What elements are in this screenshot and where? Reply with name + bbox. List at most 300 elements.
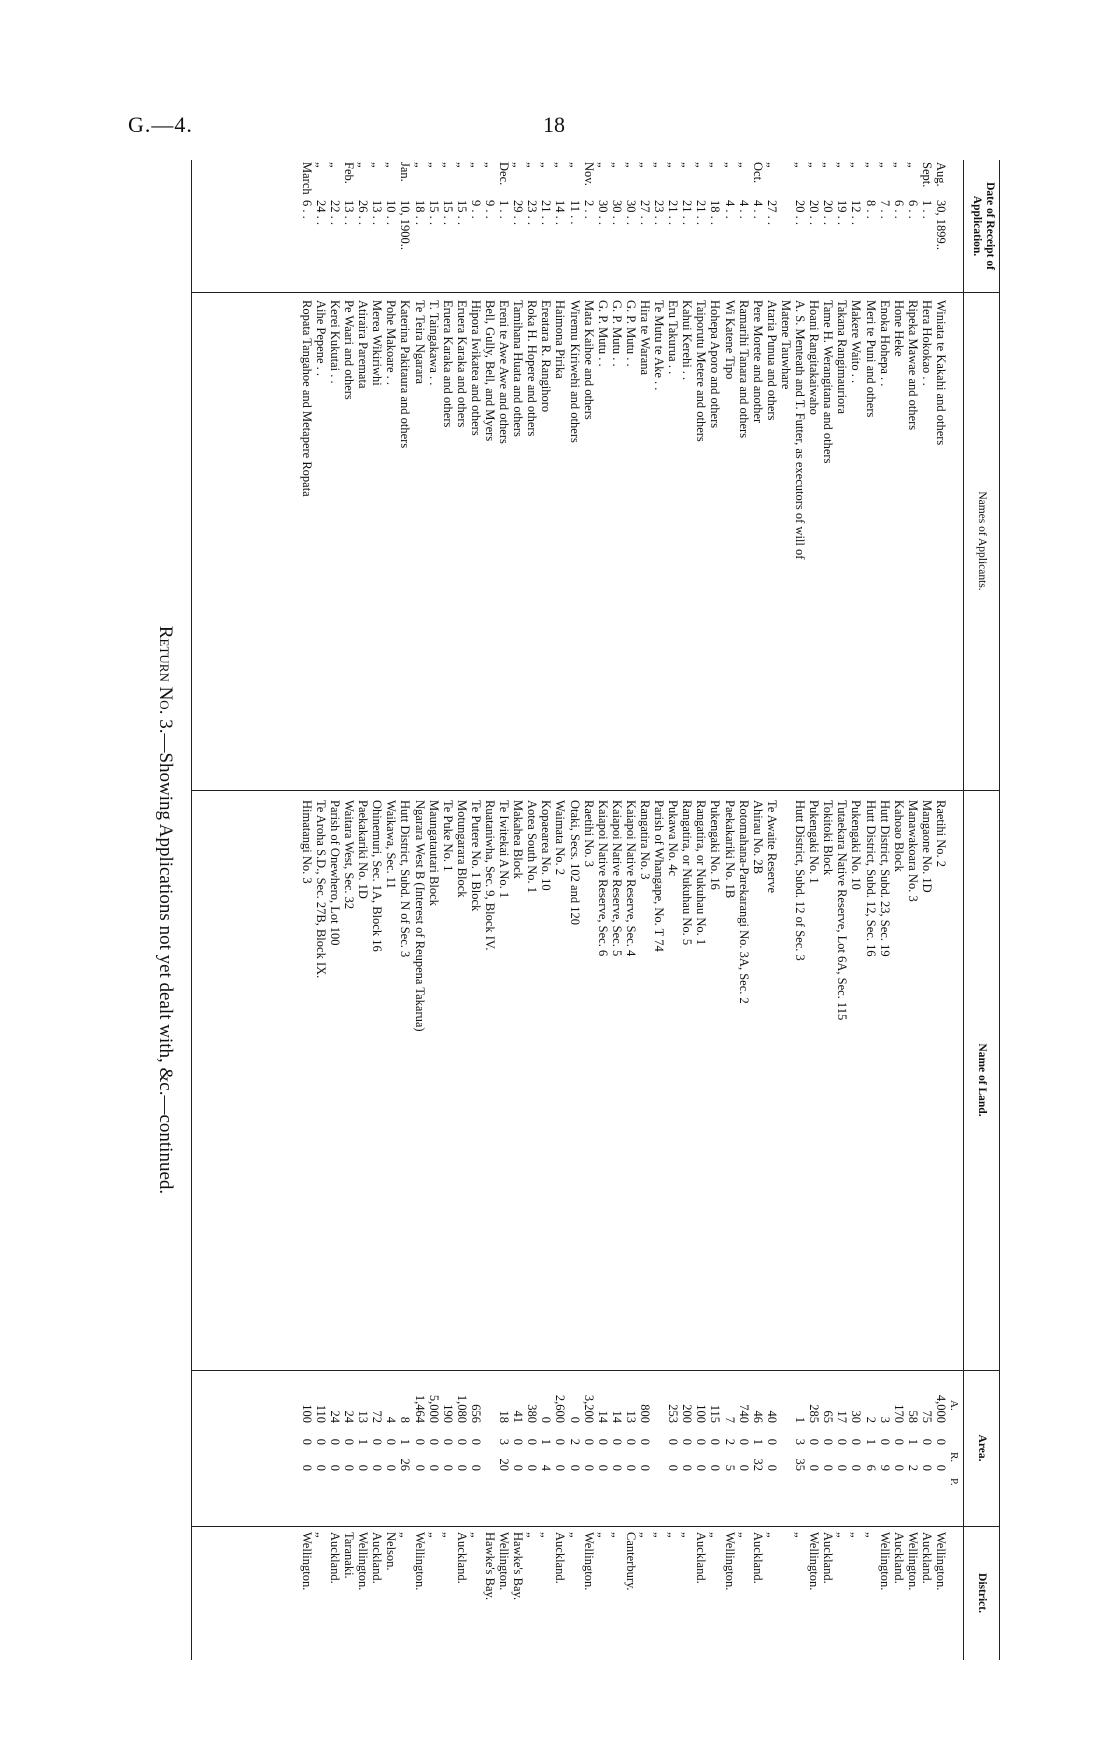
applicant-name: Wiremu Kiriwehi and others xyxy=(567,300,582,443)
area-perches: 20 xyxy=(497,1458,512,1471)
table-row xyxy=(863,160,877,1660)
area-acres: 3,200 xyxy=(581,1394,596,1423)
area-roods: 0 xyxy=(454,1438,469,1445)
area-acres: 100 xyxy=(694,1404,709,1423)
area-roods: 0 xyxy=(708,1438,723,1445)
area-acres: 190 xyxy=(440,1404,455,1423)
date-month: „ xyxy=(736,162,751,168)
date-day: 6 . . xyxy=(905,200,920,219)
table-row xyxy=(469,160,483,1660)
applicant-name: Bell, Gully, Bell, and Myers xyxy=(483,300,497,442)
area-acres: 200 xyxy=(680,1404,695,1423)
area-acres: 41 xyxy=(511,1410,526,1423)
area-roods: 1 xyxy=(905,1438,920,1445)
table-row xyxy=(567,160,581,1660)
table-row xyxy=(596,160,610,1660)
date-day: 27 . . xyxy=(638,200,653,225)
land-name: Hutt District, Subd. 12, Sec. 16 xyxy=(863,800,878,957)
applicant-name: Takana Rangimauriora xyxy=(835,300,850,415)
area-acres: 13 xyxy=(356,1410,371,1423)
date-month: „ xyxy=(722,162,737,168)
area-acres: 115 xyxy=(708,1404,723,1423)
area-perches: 0 xyxy=(567,1464,582,1471)
table-row xyxy=(398,160,412,1660)
applicant-name: Ereni te Awe Awe and others xyxy=(497,300,512,444)
date-day: 27 . . xyxy=(764,200,779,225)
area-cell xyxy=(694,1375,708,1525)
area-perches: 0 xyxy=(468,1464,483,1471)
land-name: Pukengaki No. 16 xyxy=(708,800,723,890)
applicant-name: G. P. Mutu . . xyxy=(609,300,624,367)
area-acres: 253 xyxy=(666,1404,681,1423)
district-name: „ xyxy=(793,1532,808,1538)
area-cell xyxy=(892,1375,906,1525)
date-day: 6 . . xyxy=(891,200,906,219)
district-name: „ xyxy=(708,1532,723,1538)
area-acres: 100 xyxy=(299,1404,314,1423)
area-perches: 0 xyxy=(934,1464,948,1471)
land-name: Ohinemuri, Sec. 1A, Block 16 xyxy=(370,800,385,952)
area-cell xyxy=(455,1375,469,1525)
land-name: Raetihi No. 2 xyxy=(934,800,948,868)
date-month: „ xyxy=(891,162,906,168)
area-roods: 1 xyxy=(539,1438,554,1445)
area-roods: 0 xyxy=(835,1438,850,1445)
district-name: Auckland. xyxy=(750,1532,765,1584)
area-roods: 0 xyxy=(638,1438,653,1445)
land-name: Hutt District, Subd. 12 of Sec. 3 xyxy=(793,800,808,961)
area-roods: 0 xyxy=(440,1438,455,1445)
area-acres: 2 xyxy=(863,1416,878,1423)
table-row xyxy=(314,160,328,1660)
area-cell xyxy=(666,1375,680,1525)
date-month: „ xyxy=(609,162,624,168)
unit-acres: A. xyxy=(948,1400,960,1411)
applicant-name: Roka H. Hopere and others xyxy=(525,300,540,437)
land-name: Te Iwitekai A No. 1 xyxy=(497,800,512,899)
area-cell xyxy=(849,1375,863,1525)
table-row xyxy=(427,160,441,1660)
land-name: Rangatira, or Nukuhau No. 5 xyxy=(680,800,695,946)
date-day: 1 . . xyxy=(497,200,512,219)
table-row xyxy=(539,160,553,1660)
land-name: Motungarara Block xyxy=(454,800,469,898)
date-month: „ xyxy=(370,162,385,168)
area-acres: 5,000 xyxy=(426,1394,441,1423)
date-month: „ xyxy=(694,162,709,168)
area-acres: 2,600 xyxy=(553,1394,568,1423)
area-roods: 0 xyxy=(384,1438,399,1445)
area-perches: 0 xyxy=(525,1464,540,1471)
area-cell xyxy=(934,1375,948,1525)
applicant-name: G. P. Mutu . . xyxy=(623,300,638,367)
district-name: Auckland. xyxy=(694,1532,709,1584)
table-row xyxy=(610,160,624,1660)
district-name: „ xyxy=(666,1532,681,1538)
area-perches: 0 xyxy=(736,1464,751,1471)
district-name: „ xyxy=(595,1532,610,1538)
district-name: Auckland. xyxy=(891,1532,906,1584)
area-roods: 0 xyxy=(426,1438,441,1445)
area-cell xyxy=(596,1375,610,1525)
area-cell xyxy=(539,1375,553,1525)
table-row xyxy=(666,160,680,1660)
district-name: Auckland. xyxy=(553,1532,568,1584)
land-name: Ngarara West B (Interest of Reupena Takarua) xyxy=(412,800,427,1032)
date-day: 13 . . xyxy=(342,200,357,225)
date-day: 12 . . xyxy=(849,200,864,225)
land-name: Te Aroha S.D., Sec. 27B, Block IX. xyxy=(313,800,328,979)
district-name: „ xyxy=(638,1532,653,1538)
area-acres: 1,464 xyxy=(412,1394,427,1423)
area-perches: 0 xyxy=(511,1464,526,1471)
district-name: Wellington. xyxy=(581,1532,596,1591)
date-day: 21 . . xyxy=(539,200,554,225)
land-name: Manawakoara No. 3 xyxy=(905,800,920,902)
area-roods: 0 xyxy=(327,1438,342,1445)
table-row xyxy=(483,160,497,1660)
date-month: „ xyxy=(454,162,469,168)
area-roods: 0 xyxy=(299,1438,314,1445)
col-header-applicants: Names of Applicants. xyxy=(976,491,988,591)
land-name: Maungatautari Block xyxy=(426,800,441,906)
area-acres: 1 xyxy=(793,1416,808,1423)
area-perches: 4 xyxy=(539,1464,554,1471)
table-row xyxy=(906,160,920,1660)
land-name: Te Awaite Reserve xyxy=(764,800,779,894)
land-name: Kaiapoi Native Reserve, Sec. 6 xyxy=(595,800,610,957)
applicant-name: Te Teira Ngarara xyxy=(412,300,427,385)
date-day: 4 . . xyxy=(722,200,737,219)
district-name: Hawke's Bay. xyxy=(483,1532,497,1601)
date-day: 8 . . xyxy=(863,200,878,219)
land-name: Waitara West, Sec. 32 xyxy=(342,800,357,910)
table-row xyxy=(497,160,511,1660)
area-perches: 6 xyxy=(863,1464,878,1471)
area-perches: 0 xyxy=(708,1464,723,1471)
area-cell xyxy=(582,1375,596,1525)
land-name: Mangaone No. 1D xyxy=(919,800,934,893)
area-cell xyxy=(553,1375,567,1525)
applicant-name: Ataria Punua and others xyxy=(764,300,779,421)
area-cell xyxy=(314,1375,328,1525)
area-cell xyxy=(384,1375,398,1525)
date-month: March xyxy=(299,162,314,195)
date-month: Sept. xyxy=(919,162,934,188)
applicant-name: Hone Heke xyxy=(891,300,906,357)
return-number: Return No. 3. xyxy=(155,625,176,734)
date-month: „ xyxy=(412,162,427,168)
date-day: 9 . . xyxy=(468,200,483,219)
area-acres: 0 xyxy=(539,1416,554,1423)
area-acres: 14 xyxy=(609,1410,624,1423)
table-row xyxy=(849,160,863,1660)
land-name: Hutt District, Subd. N of Sec. 3 xyxy=(398,800,413,958)
date-month: „ xyxy=(807,162,822,168)
area-roods: 0 xyxy=(511,1438,526,1445)
district-name: Wellington. xyxy=(905,1532,920,1591)
date-day: 7 . . xyxy=(877,200,892,219)
area-cell xyxy=(878,1375,892,1525)
applicant-name: Eruera Karaka and others xyxy=(454,300,469,428)
date-day: 26 . . xyxy=(356,200,371,225)
applicant-name: A. S. Menteath and T. Futter, as executors of will of xyxy=(793,300,808,560)
area-roods: 0 xyxy=(807,1438,822,1445)
land-name: Otaki, Secs. 102 and 120 xyxy=(567,800,582,925)
area-roods: 0 xyxy=(694,1438,709,1445)
date-month: „ xyxy=(440,162,455,168)
date-day: 30 . . xyxy=(623,200,638,225)
area-cell xyxy=(906,1375,920,1525)
area-cell xyxy=(342,1375,356,1525)
district-name: Taranaki. xyxy=(342,1532,357,1579)
area-perches: 0 xyxy=(666,1464,681,1471)
district-name: „ xyxy=(426,1532,441,1538)
rotated-table-sheet xyxy=(132,160,1000,1660)
date-month: „ xyxy=(567,162,582,168)
date-day: 20 . . xyxy=(807,200,822,225)
applicant-name: Hera Hokokao . . xyxy=(919,300,934,386)
date-month: „ xyxy=(905,162,920,168)
table-row xyxy=(694,160,708,1660)
date-month: „ xyxy=(666,162,681,168)
district-name: Wellington. xyxy=(412,1532,427,1591)
applicant-name: Aihe Pepene . . xyxy=(313,300,328,377)
area-roods: 0 xyxy=(623,1438,638,1445)
top-rule xyxy=(999,160,1000,1660)
area-perches: 0 xyxy=(299,1464,314,1471)
applicant-name: Eru Takurua . . xyxy=(666,300,681,375)
unit-perches: P. xyxy=(948,1478,960,1486)
area-perches: 0 xyxy=(609,1464,624,1471)
land-name: Ruataniwha, Sec. 9, Block IV. xyxy=(483,800,497,951)
area-cell xyxy=(723,1375,737,1525)
date-day: 30 . . xyxy=(595,200,610,225)
date-month: „ xyxy=(821,162,836,168)
area-roods: 0 xyxy=(764,1438,779,1445)
area-perches: 0 xyxy=(623,1464,638,1471)
date-month: „ xyxy=(793,162,808,168)
land-name: Pukengaki No. 10 xyxy=(849,800,864,890)
date-month: Nov. xyxy=(581,162,596,186)
date-day: 10, 1900.. xyxy=(398,200,413,250)
table-row xyxy=(765,160,779,1660)
area-cell xyxy=(779,1375,793,1525)
table-body xyxy=(300,160,948,1660)
land-name: Te Putere No. 1 Block xyxy=(468,800,483,912)
applicant-name: Kahui Kerehi . . xyxy=(680,300,695,381)
col-header-district: District. xyxy=(976,1573,988,1613)
applicant-name: T. Taingakawa . . xyxy=(426,300,441,386)
area-cell xyxy=(328,1375,342,1525)
district-name: „ xyxy=(652,1532,667,1538)
table-row xyxy=(723,160,737,1660)
district-name: „ xyxy=(313,1532,328,1538)
area-cell xyxy=(835,1375,849,1525)
area-acres: 1,080 xyxy=(454,1394,469,1423)
district-name: „ xyxy=(849,1532,864,1538)
area-acres: 58 xyxy=(905,1410,920,1423)
area-acres: 170 xyxy=(891,1404,906,1423)
table-row xyxy=(751,160,765,1660)
table-row xyxy=(892,160,906,1660)
table-title xyxy=(154,160,176,1660)
date-day: 20 . . xyxy=(821,200,836,225)
area-cell xyxy=(624,1375,638,1525)
table-row xyxy=(624,160,638,1660)
land-name: Kopaearea No. 10 xyxy=(539,800,554,891)
table-row xyxy=(793,160,807,1660)
land-name: Raetihi No. 3 xyxy=(581,800,596,868)
area-acres: 285 xyxy=(807,1404,822,1423)
applicant-name: Hipora Iwikatea and others xyxy=(468,300,483,436)
table-row xyxy=(582,160,596,1660)
date-day: 30, 1899.. xyxy=(934,200,948,250)
district-name: Auckland. xyxy=(919,1532,934,1584)
area-perches: 35 xyxy=(793,1458,808,1471)
land-name: Kaiapoi Native Reserve, Sec. 5 xyxy=(609,800,624,957)
date-day: 19 . . xyxy=(835,200,850,225)
area-cell xyxy=(680,1375,694,1525)
table-row xyxy=(384,160,398,1660)
applicant-name: Hira te Warana xyxy=(638,300,653,376)
area-acres: 8 xyxy=(398,1416,413,1423)
area-cell xyxy=(807,1375,821,1525)
area-roods: 2 xyxy=(722,1438,737,1445)
area-cell xyxy=(638,1375,652,1525)
table-row xyxy=(441,160,455,1660)
applicant-name: Tame H. Werangitana and others xyxy=(821,300,836,464)
district-name: Auckland. xyxy=(370,1532,385,1584)
applicant-name: Matene Tauwhare xyxy=(778,300,793,390)
col-header-land: Name of Land. xyxy=(976,1043,988,1117)
date-day: 23 . . xyxy=(652,200,667,225)
area-acres: 110 xyxy=(313,1404,328,1423)
date-month: Oct. xyxy=(750,162,765,184)
area-roods: 0 xyxy=(666,1438,681,1445)
district-name: Wellington. xyxy=(877,1532,892,1591)
table-row xyxy=(680,160,694,1660)
date-day: 10 . . xyxy=(384,200,399,225)
applicant-name: Hoani Rangitakaiwaho xyxy=(807,300,822,415)
area-roods: 1 xyxy=(356,1438,371,1445)
area-acres: 17 xyxy=(835,1410,850,1423)
date-month: „ xyxy=(313,162,328,168)
area-perches: 0 xyxy=(638,1464,653,1471)
area-cell xyxy=(652,1375,666,1525)
date-day: 9 . . xyxy=(483,200,497,219)
area-roods: 1 xyxy=(398,1438,413,1445)
area-acres: 75 xyxy=(919,1410,934,1423)
area-roods: 3 xyxy=(793,1438,808,1445)
area-roods: 0 xyxy=(468,1438,483,1445)
district-name: Hawke's Bay. xyxy=(511,1532,526,1601)
area-perches: 0 xyxy=(370,1464,385,1471)
date-day: 14 . . xyxy=(553,200,568,225)
district-name: „ xyxy=(736,1532,751,1538)
area-perches: 0 xyxy=(313,1464,328,1471)
applicant-name: Mata Kaihoe and others xyxy=(581,300,596,420)
area-roods: 0 xyxy=(609,1438,624,1445)
date-month: „ xyxy=(835,162,850,168)
area-cell xyxy=(793,1375,807,1525)
document-reference: G.—4. xyxy=(128,112,193,137)
area-roods: 2 xyxy=(567,1438,582,1445)
applicant-name: Meri te Puni and others xyxy=(863,300,878,418)
area-perches: 0 xyxy=(426,1464,441,1471)
date-day: 20 . . xyxy=(793,200,808,225)
table-row xyxy=(652,160,666,1660)
area-perches: 0 xyxy=(412,1464,427,1471)
date-day: 18 . . xyxy=(708,200,723,225)
table-row xyxy=(511,160,525,1660)
area-acres: 72 xyxy=(370,1410,385,1423)
applicant-name: Ereatara R. Rangihoro xyxy=(539,300,554,413)
applicant-name: Hohepa Aporo and others xyxy=(708,300,723,429)
date-day: 2 . . xyxy=(581,200,596,219)
area-roods: 0 xyxy=(919,1438,934,1445)
applicant-name: Te Mutu te Ake . . xyxy=(652,300,667,391)
table-row xyxy=(638,160,652,1660)
area-roods: 1 xyxy=(863,1438,878,1445)
area-perches: 0 xyxy=(356,1464,371,1471)
area-perches: 32 xyxy=(750,1458,765,1471)
table-row xyxy=(525,160,539,1660)
area-acres: 7 xyxy=(722,1416,737,1423)
area-cell xyxy=(398,1375,412,1525)
applicant-name: Pere Morete and another xyxy=(750,300,765,424)
area-acres: 740 xyxy=(736,1404,751,1423)
date-day: 4 . . xyxy=(736,200,751,219)
land-name: Kaiapoi Native Reserve, Sec. 4 xyxy=(623,800,638,957)
applicant-name: Winiata te Kakahi and others xyxy=(934,300,948,446)
table-row xyxy=(708,160,722,1660)
area-acres: 40 xyxy=(764,1410,779,1423)
area-perches: 26 xyxy=(398,1458,413,1471)
area-acres: 0 xyxy=(567,1416,582,1423)
area-cell xyxy=(469,1375,483,1525)
col-header-area: Area. xyxy=(976,1434,988,1462)
area-perches: 0 xyxy=(553,1464,568,1471)
applicant-name: Ropata Tangahoe and Metapere Ropata xyxy=(299,300,314,497)
applicant-name: Atiraira Paremata xyxy=(356,300,371,389)
district-name: Wellington. xyxy=(934,1532,948,1591)
area-perches: 0 xyxy=(440,1464,455,1471)
applicant-name: Eruera Karaka and others xyxy=(440,300,455,428)
date-day: 15 . . xyxy=(440,200,455,225)
district-name: „ xyxy=(567,1532,582,1538)
unit-roods: R. xyxy=(948,1452,960,1463)
date-day: 22 . . xyxy=(327,200,342,225)
land-name: Pukengaki No. 1 xyxy=(807,800,822,884)
area-cell xyxy=(370,1375,384,1525)
applicant-name: Merea Wikiriwhi xyxy=(370,300,385,386)
date-month: Jan. xyxy=(398,162,413,182)
date-day: 24 . . xyxy=(313,200,328,225)
table-row xyxy=(920,160,934,1660)
area-cell xyxy=(920,1375,934,1525)
date-month: „ xyxy=(623,162,638,168)
area-perches: 0 xyxy=(849,1464,864,1471)
land-name: Tokitoki Block xyxy=(821,800,836,876)
area-roods: 0 xyxy=(525,1438,540,1445)
date-month: „ xyxy=(652,162,667,168)
land-name: Rangatira, or Nukuhau No. 1 xyxy=(694,800,709,946)
applicant-name: Tamihana Huata and others xyxy=(511,300,526,437)
applicant-name: Enoka Hohepa . . xyxy=(877,300,892,387)
area-perches: 0 xyxy=(581,1464,596,1471)
district-name: Auckland. xyxy=(327,1532,342,1584)
